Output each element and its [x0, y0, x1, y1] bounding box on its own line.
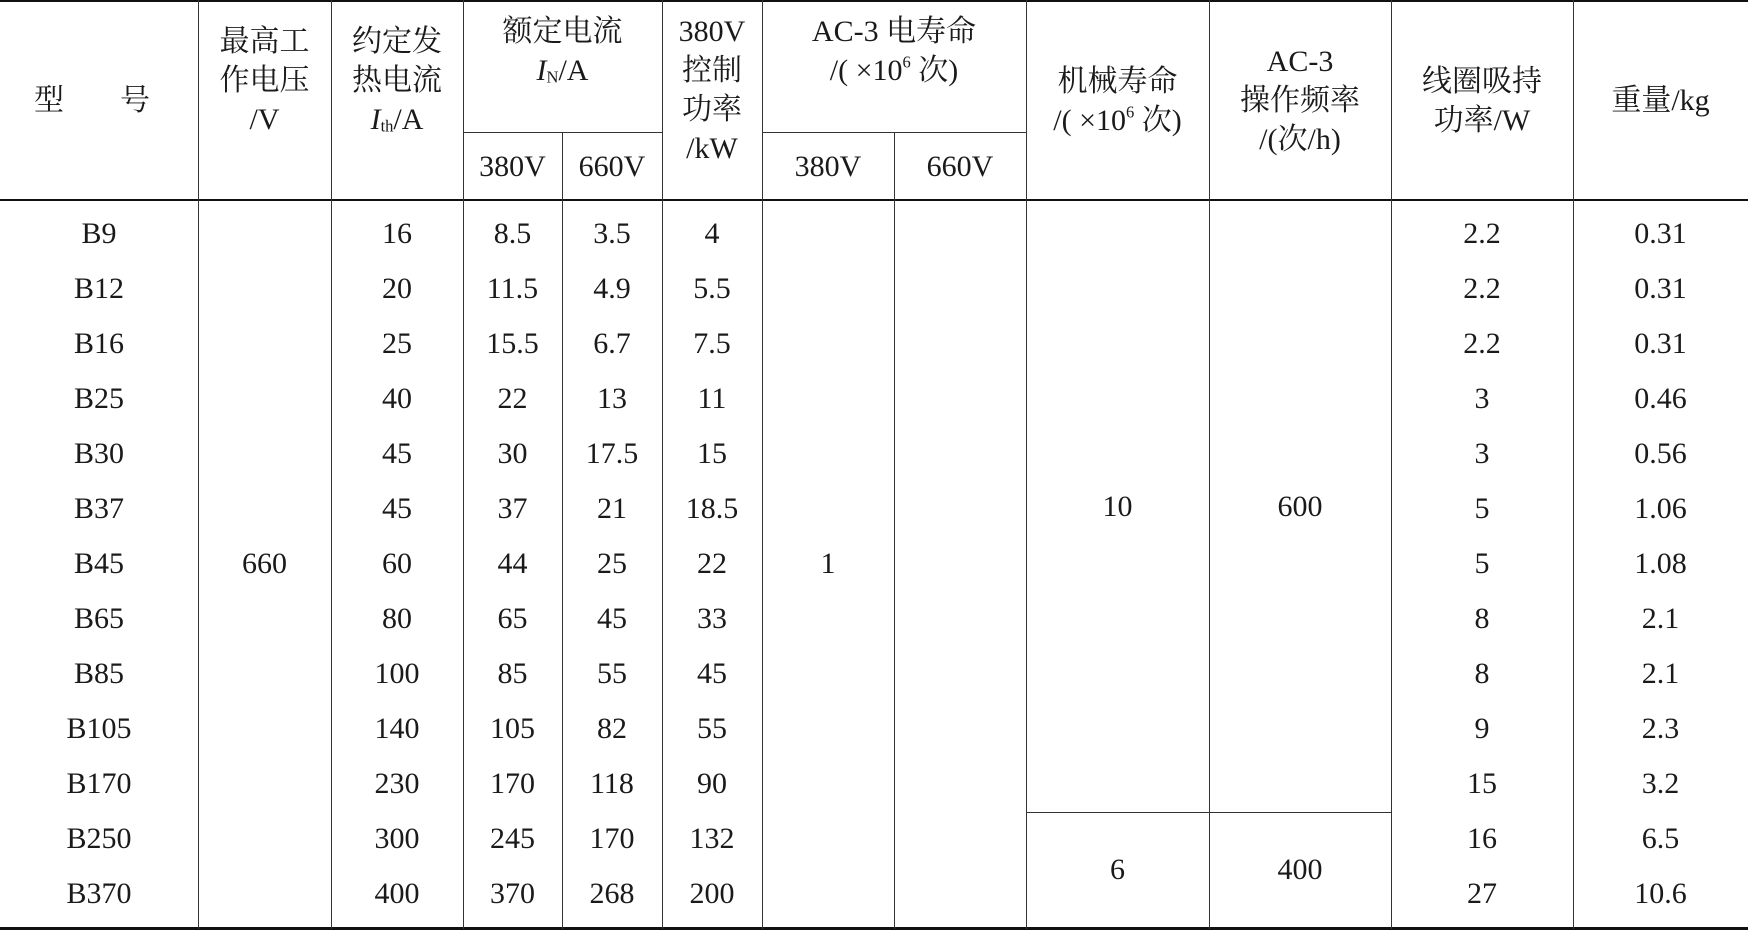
cell-rated-current-660: 21 [597, 491, 627, 525]
cell-coil-power: 8 [1474, 656, 1490, 690]
merged-op-freq-group1: 600 [1277, 489, 1323, 523]
header-model-char-2: 号 [120, 84, 150, 117]
cell-control-power: 11 [697, 381, 727, 415]
header-op-freq-line2: 操作频率 [1240, 84, 1360, 117]
cell-thermal-current: 400 [374, 876, 420, 910]
merged-mech-life-group2: 6 [1110, 853, 1125, 886]
cell-coil-power: 27 [1467, 876, 1497, 910]
cell-coil-power: 2.2 [1463, 216, 1501, 250]
cell-rated-current-660: 3.5 [593, 216, 631, 250]
cell-thermal-current: 140 [374, 711, 420, 745]
cell-weight: 6.5 [1641, 821, 1680, 855]
cell-control-power: 45 [697, 656, 727, 690]
header-rated-current-unit: $I_N/A$ [536, 54, 589, 87]
header-model-char-1: 型 [34, 84, 64, 117]
cell-model: B370 [66, 876, 132, 910]
header-model [0, 2, 198, 199]
cell-control-power: 7.5 [693, 326, 731, 360]
header-ac3-life-unit: /( $\times 10^6$ 次) [829, 52, 959, 87]
header-op-freq [1209, 2, 1391, 199]
cell-rated-current-380: 44 [497, 546, 528, 580]
cell-control-power: 200 [689, 876, 735, 910]
cell-weight: 2.1 [1641, 656, 1680, 690]
cell-rated-current-660: 268 [589, 876, 635, 910]
cell-model: B25 [73, 381, 124, 415]
cell-weight: 0.31 [1634, 271, 1687, 305]
cell-model: B9 [81, 216, 117, 250]
cell-control-power: 18.5 [685, 491, 739, 525]
cell-rated-current-660: 45 [597, 601, 627, 635]
header-mech-life-unit: /( $\times 10^6$ 次) [1053, 102, 1182, 137]
header-control-power-line1: 380V [678, 15, 746, 48]
cell-rated-current-380: 11.5 [486, 271, 539, 305]
bottom-border [0, 927, 1748, 930]
header-rated-current [463, 12, 662, 90]
cell-rated-current-660: 4.9 [593, 271, 631, 305]
header-control-power-line3: 功率 [682, 93, 742, 126]
header-weight: 重量/kg [1611, 84, 1710, 117]
cell-rated-current-660: 6.7 [593, 326, 631, 360]
cell-model: B30 [73, 436, 124, 470]
cell-rated-current-660: 13 [597, 381, 627, 415]
cell-thermal-current: 230 [374, 766, 420, 800]
header-rated-current-380: 380V [479, 149, 546, 183]
cell-thermal-current: 45 [382, 491, 412, 525]
merged-op-freq-group2: 400 [1277, 853, 1323, 886]
cell-thermal-current: 45 [382, 436, 412, 470]
header-op-freq-line3: /(次/h) [1259, 123, 1341, 156]
header-coil-power [1391, 2, 1573, 199]
cell-rated-current-380: 15.5 [486, 326, 539, 360]
cell-control-power: 90 [697, 766, 727, 800]
cell-thermal-current: 80 [382, 601, 412, 635]
header-control-power [662, 12, 762, 168]
cell-control-power: 15 [697, 436, 727, 470]
cell-rated-current-380: 170 [490, 766, 535, 800]
cell-thermal-current: 60 [382, 546, 412, 580]
header-control-power-line4: /kW [686, 132, 738, 165]
header-thermal-current-line2: 热电流 [352, 64, 442, 97]
header-ac3-life [762, 12, 1026, 90]
cell-weight: 3.2 [1641, 766, 1680, 800]
header-ac3-life-380: 380V [794, 149, 862, 183]
header-max-voltage [198, 22, 331, 139]
cell-weight: 0.31 [1634, 326, 1687, 360]
cell-coil-power: 16 [1467, 821, 1497, 855]
cell-weight: 0.31 [1634, 216, 1687, 250]
cell-rated-current-660: 17.5 [585, 436, 639, 470]
header-max-voltage-line2: 作电压 [219, 64, 310, 97]
merged-ac3-life-380: 1 [820, 547, 836, 580]
cell-coil-power: 9 [1474, 711, 1490, 745]
cell-control-power: 4 [704, 216, 720, 250]
cell-weight: 0.56 [1634, 436, 1687, 470]
cell-model: B85 [73, 656, 124, 690]
cell-model: B37 [73, 491, 124, 525]
cell-rated-current-380: 8.5 [493, 216, 532, 250]
cell-model: B16 [73, 326, 124, 360]
header-thermal-current-line1: 约定发 [352, 25, 442, 58]
divider-v [894, 132, 895, 929]
cell-weight: 1.06 [1634, 491, 1687, 525]
cell-coil-power: 8 [1474, 601, 1490, 635]
cell-rated-current-660: 55 [597, 656, 627, 690]
cell-coil-power: 2.2 [1463, 271, 1501, 305]
header-rated-current-title: 额定电流 [502, 15, 623, 48]
cell-model: B250 [66, 821, 132, 855]
cell-rated-current-660: 25 [597, 546, 627, 580]
cell-control-power: 33 [697, 601, 727, 635]
cell-model: B105 [66, 711, 132, 745]
cell-thermal-current: 100 [374, 656, 420, 690]
cell-model: B170 [66, 766, 132, 800]
cell-thermal-current: 16 [382, 216, 412, 250]
cell-rated-current-380: 30 [497, 436, 528, 470]
cell-rated-current-380: 22 [497, 381, 528, 415]
header-max-voltage-line1: 最高工 [219, 25, 310, 58]
cell-coil-power: 3 [1474, 381, 1490, 415]
cell-coil-power: 5 [1474, 546, 1490, 580]
cell-thermal-current: 40 [382, 381, 412, 415]
cell-thermal-current: 20 [382, 271, 412, 305]
cell-rated-current-380: 37 [497, 491, 528, 525]
cell-coil-power: 5 [1474, 491, 1490, 525]
cell-weight: 10.6 [1634, 876, 1687, 910]
cell-rated-current-380: 245 [490, 821, 535, 855]
cell-coil-power: 2.2 [1463, 326, 1501, 360]
merged-max-voltage: 660 [242, 547, 287, 580]
cell-control-power: 132 [689, 821, 735, 855]
cell-coil-power: 15 [1467, 766, 1497, 800]
cell-rated-current-380: 105 [490, 711, 535, 745]
cell-model: B12 [73, 271, 124, 305]
cell-rated-current-660: 82 [597, 711, 627, 745]
header-op-freq-line1: AC-3 [1266, 45, 1334, 78]
header-ac3-life-660: 660V [926, 149, 994, 183]
cell-model: B65 [73, 601, 124, 635]
cell-rated-current-380: 85 [497, 656, 528, 690]
header-rated-current-660: 660V [578, 149, 646, 183]
cell-model: B45 [73, 546, 124, 580]
header-control-power-line2: 控制 [682, 54, 742, 87]
cell-control-power: 55 [697, 711, 727, 745]
cell-control-power: 22 [697, 546, 727, 580]
header-coil-power-line1: 线圈吸持 [1422, 64, 1542, 98]
cell-thermal-current: 300 [374, 821, 420, 855]
cell-rated-current-380: 65 [497, 601, 528, 635]
cell-weight: 2.1 [1641, 601, 1680, 635]
header-max-voltage-line3: /V [249, 103, 280, 136]
cell-rated-current-660: 170 [589, 821, 635, 855]
header-coil-power-line2: 功率/W [1433, 103, 1531, 137]
cell-weight: 2.3 [1641, 711, 1680, 745]
header-mech-life [1026, 2, 1209, 199]
header-thermal-current [331, 22, 463, 139]
header-ac3-life-title: AC-3 电寿命 [811, 15, 977, 48]
cell-coil-power: 3 [1474, 436, 1490, 470]
merged-mech-life-group1: 10 [1102, 489, 1133, 523]
cell-weight: 0.46 [1634, 381, 1687, 415]
header-mech-life-title: 机械寿命 [1057, 64, 1178, 98]
cell-thermal-current: 25 [382, 326, 412, 360]
cell-control-power: 5.5 [693, 271, 731, 305]
cell-weight: 1.08 [1634, 546, 1687, 580]
header-thermal-current-symbol-line: $I_{th}/A$ [370, 103, 424, 136]
cell-rated-current-380: 370 [490, 876, 535, 910]
cell-rated-current-660: 118 [590, 766, 634, 800]
